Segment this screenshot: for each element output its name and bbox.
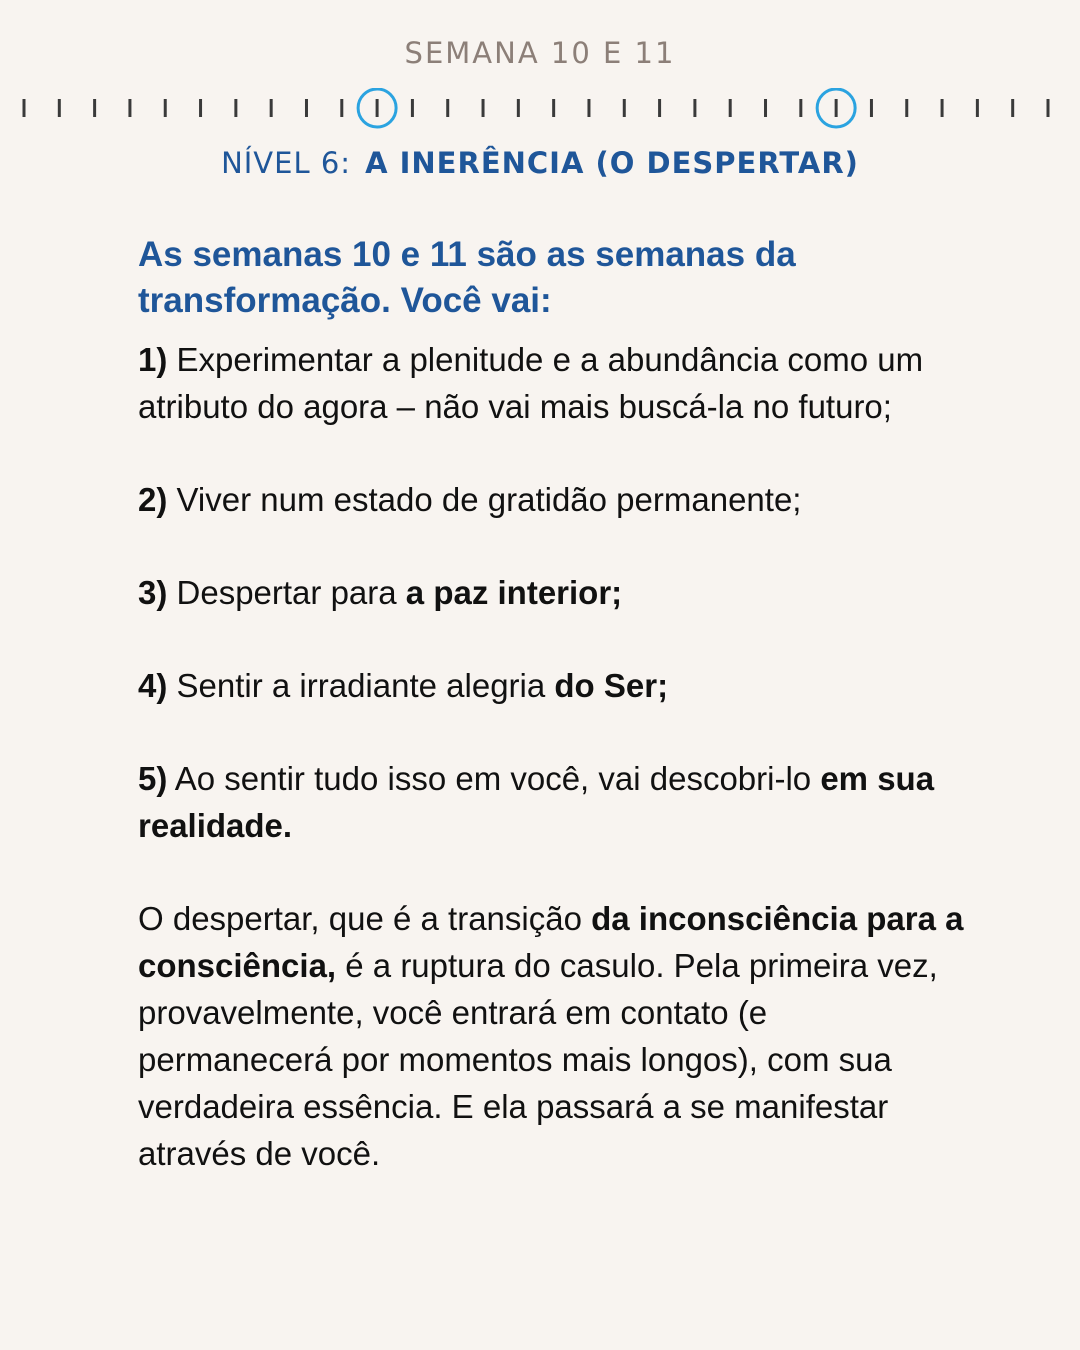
week-timeline-graphic — [0, 88, 1080, 132]
item-text: Sentir a irradiante alegria — [167, 667, 555, 704]
item-bold-text: em sua realidade. — [138, 760, 935, 844]
list-item-5 — [138, 755, 968, 849]
level-prefix: NÍVEL 6: — [221, 146, 352, 180]
level-title — [0, 146, 1080, 180]
item-text: Experimentar a plenitude e a abundância como um atributo do agora – não vai mais buscá-la no futuro; — [138, 341, 924, 425]
item-number: 4) — [138, 667, 168, 704]
item-number: 1) — [138, 341, 168, 378]
item-text: Viver num estado de gratidão permanente; — [167, 481, 802, 518]
level-name: A INERÊNCIA (O DESPERTAR) — [365, 146, 859, 180]
list-item-3 — [138, 569, 968, 616]
closing-paragraph — [138, 895, 968, 1177]
week-label: SEMANA 10 E 11 — [404, 36, 676, 70]
item-number: 5) — [138, 760, 168, 797]
item-bold-text: do Ser; — [554, 667, 669, 704]
list-item-1 — [138, 336, 968, 430]
item-text: Ao sentir tudo isso em você, vai descobri-lo — [167, 760, 821, 797]
paragraph-bold-text: da inconsciência para a consciência, — [138, 900, 964, 984]
item-number: 3) — [138, 574, 168, 611]
content — [138, 232, 968, 1177]
item-text: Despertar para — [167, 574, 406, 611]
paragraph-text: é a ruptura do casulo. Pela primeira vez, provavelmente, você entrará em contato (e permanecerá por momentos mais longos), com sua verdadeira essência. E ela passará a se manifestar através de você. — [138, 947, 938, 1172]
list-item-4 — [138, 662, 968, 709]
item-bold-text: a paz interior; — [405, 574, 623, 611]
list-item-2 — [138, 476, 968, 523]
intro-text: As semanas 10 e 11 são as semanas da transformação. Você vai: — [138, 235, 796, 320]
paragraph-text: O despertar, que é a transição — [138, 900, 592, 937]
item-number: 2) — [138, 481, 168, 518]
week-timeline — [0, 88, 1080, 132]
